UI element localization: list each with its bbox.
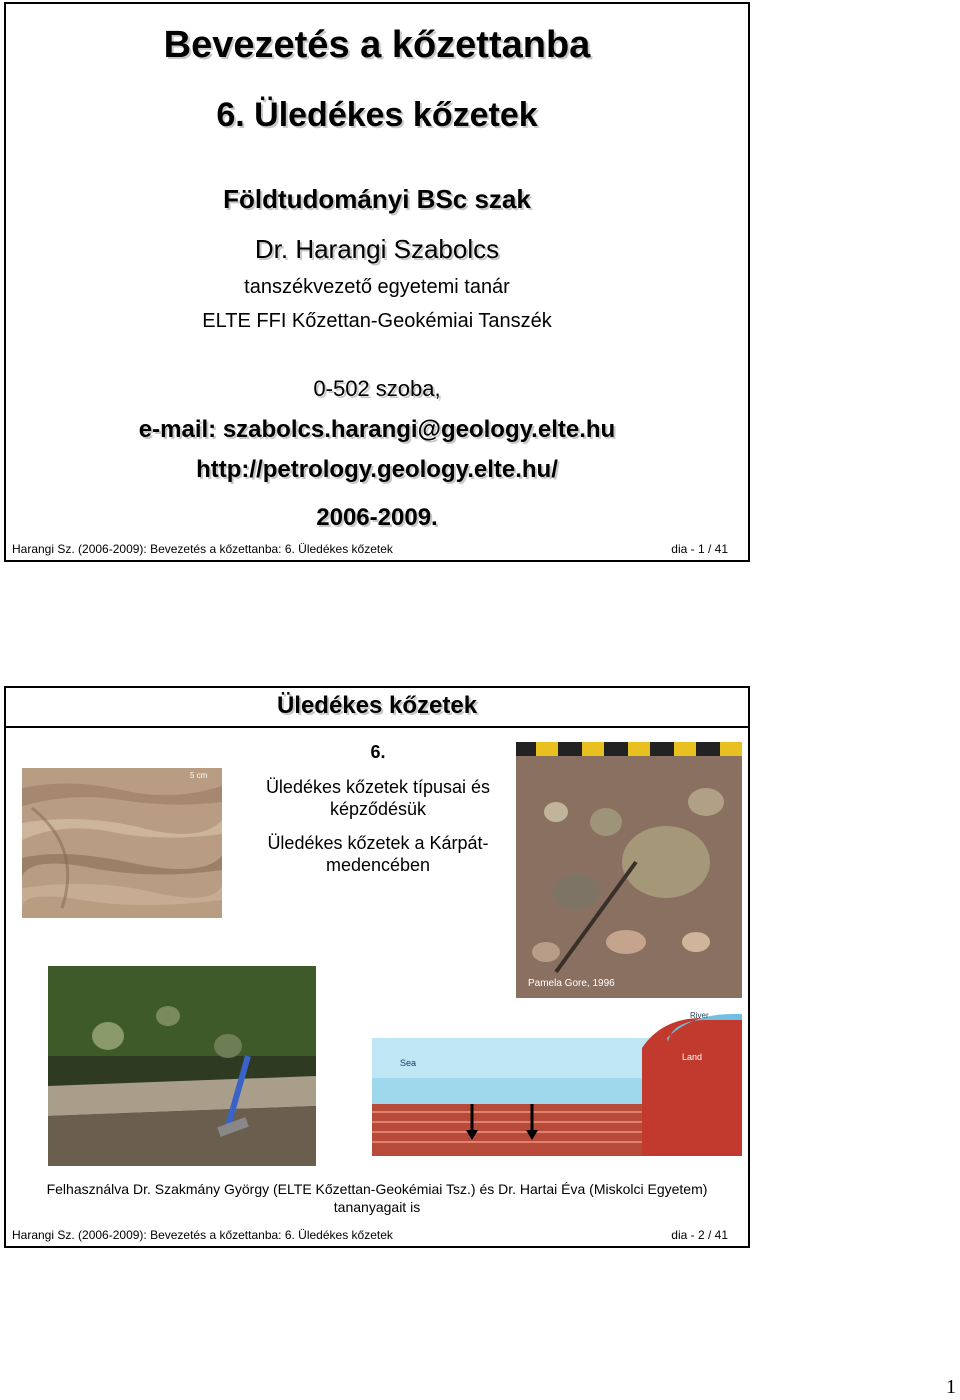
credit-line-2: tananyagait is — [333, 1199, 421, 1215]
slide-footer — [12, 1228, 728, 1242]
footer-citation: Harangi Sz. (2006-2009): Bevezetés a kőzettanba: 6. Üledékes kőzetek — [12, 1228, 393, 1242]
slide-subtitle: 6. Üledékes kőzetek — [216, 96, 538, 134]
email[interactable]: e-mail: szabolcs.harangi@geology.elte.hu — [138, 416, 616, 443]
scale-label: 5 cm — [190, 771, 208, 780]
topic-1: Üledékes kőzetek típusai és képződésük — [265, 777, 491, 819]
footer-slide-number: dia - 1 / 41 — [671, 542, 728, 556]
land-label: Land — [682, 1052, 703, 1062]
slide-title: Bevezetés a kőzettanba — [163, 24, 591, 66]
footer-slide-number: dia - 2 / 41 — [671, 1228, 728, 1242]
slide-title: Üledékes kőzetek — [276, 692, 478, 719]
slide-1 — [4, 2, 750, 562]
slide-footer — [12, 542, 728, 556]
pebble-conglomerate-photo — [516, 742, 742, 998]
author-position: tanszékvezető egyetemi tanár — [244, 276, 510, 298]
outcrop-with-hammer-photo — [48, 966, 316, 1166]
website-link[interactable]: http://petrology.geology.elte.hu/ — [196, 456, 558, 483]
photo-credit: Pamela Gore, 1996 — [528, 978, 615, 989]
river-label: River — [690, 1011, 709, 1020]
department: ELTE FFI Kőzettan-Geokémiai Tanszék — [202, 310, 552, 332]
program-name: Földtudományi BSc szak — [223, 184, 531, 214]
section-number: 6. — [370, 742, 386, 762]
credit-line-1: Felhasználva Dr. Szakmány György (ELTE Kőzettan-Geokémiai Tsz.) és Dr. Hartai Éva (Miskolci Egyetem) — [46, 1181, 708, 1197]
author-name: Dr. Harangi Szabolcs — [254, 234, 500, 264]
topic-2: Üledékes kőzetek a Kárpát-medencében — [267, 833, 489, 875]
layered-sandstone-photo — [22, 768, 222, 918]
sedimentation-diagram — [372, 1008, 742, 1156]
years: 2006-2009. — [316, 504, 438, 531]
title-divider — [6, 726, 748, 728]
room: 0-502 szoba, — [313, 376, 441, 401]
page-number: 1 — [946, 1376, 956, 1398]
footer-citation: Harangi Sz. (2006-2009): Bevezetés a kőzettanba: 6. Üledékes kőzetek — [12, 542, 393, 556]
slide-2 — [4, 686, 750, 1248]
sea-label: Sea — [400, 1058, 417, 1068]
